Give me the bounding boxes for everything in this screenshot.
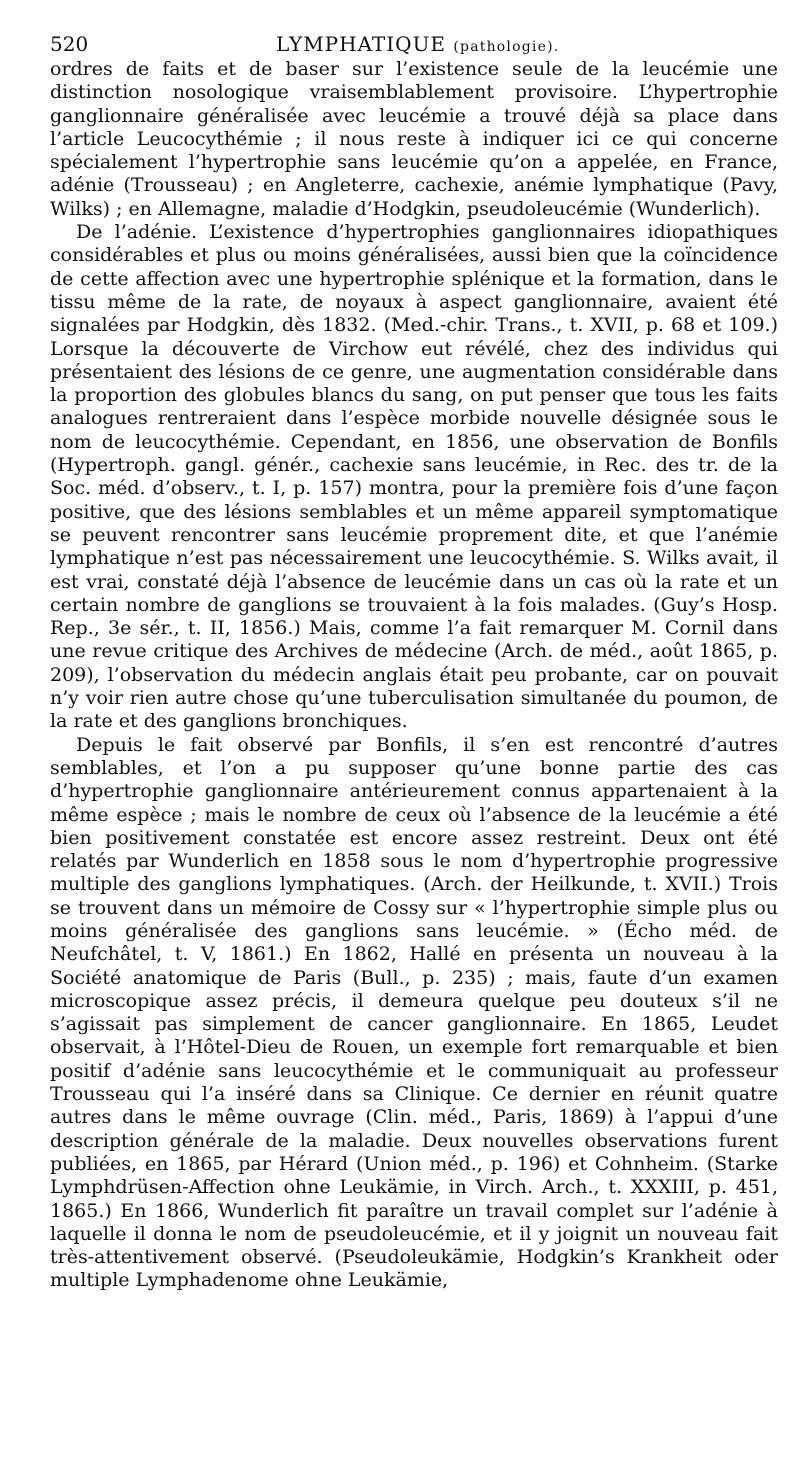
running-title (276, 30, 559, 61)
paragraph-1: ordres de faits et de baser sur l’existence seule de la leucémie une distinction nosologique vraisemblablement provisoire. L’hypertrophie ganglionnaire généralisée avec leucémie a trouvé déjà sa place dans l’article Leucocythémie ; il nous reste à indiquer ici ce qui concerne spécialement l’hypertrophie sans leucémie qu’on a appelée, en France, adénie (Trousseau) ; en Angleterre, cachexie, anémie lymphatique (Pavy, Wilks) ; en Allemagne, maladie d’Hodgkin, pseudoleucémie (Wunderlich). (50, 58, 778, 220)
body-text (50, 58, 778, 1293)
page-header (50, 30, 778, 58)
paragraph-3: Depuis le fait observé par Bonfils, il s’en est rencontré d’autres semblables, et l’on a pu supposer qu’une bonne partie des cas d’hypertrophie ganglionnaire antérieurement connus appartenaient à la même espèce ; mais le nombre de ceux où l’absence de la leucémie a été bien positivement constatée est encore assez restreint. Deux ont été relatés par Wunderlich en 1858 sous le nom d’hypertrophie progressive multiple des ganglions lymphatiques. (Arch. der Heilkunde, t. XVII.) Trois se trouvent dans un mémoire de Cossy sur « l’hypertrophie simple plus ou moins généralisée des ganglions sans leucémie. » (Écho méd. de Neufchâtel, t. V, 1861.) En 1862, Hallé en présenta un nouveau à la Société anatomique de Paris (Bull., p. 235) ; mais, faute d’un examen microscopique assez précis, il demeura quelque peu douteux s’il ne s’agissait pas simplement de cancer ganglionnaire. En 1865, Leudet observait, à l’Hôtel-Dieu de Rouen, un exemple fort remarquable et bien positif d’adénie sans leucocythémie et le communiquait au professeur Trousseau qui l’a inséré dans sa Clinique. Ce dernier en réunit quatre autres dans le même ouvrage (Clin. méd., Paris, 1869) à l’appui d’une description générale de la maladie. Deux nouvelles observations furent publiées, en 1865, par Hérard (Union méd., p. 196) et Cohnheim. (Starke Lymphdrüsen-Affection ohne Leukämie, in Virch. Arch., t. XXXIII, p. 451, 1865.) En 1866, Wunderlich fit paraître un travail complet sur l’adénie à laquelle il donna le nom de pseudoleucémie, et il y joignit un nouveau fait très-attentivement observé. (Pseudoleukämie, Hodgkin’s Krankheit oder multiple Lymphadenome ohne Leukämie, (50, 733, 778, 1292)
paragraph-2: De l’adénie. L’existence d’hypertrophies ganglionnaires idiopathiques considérables et plus ou moins généralisées, aussi bien que la coïncidence de cette affection avec une hypertrophie splénique et la formation, dans le tissu même de la rate, de noyaux à aspect ganglionnaire, avaient été signalées par Hodgkin, dès 1832. (Med.-chir. Trans., t. XVII, p. 68 et 109.) Lorsque la découverte de Virchow eut révélé, chez des individus qui présentaient des lésions de ce genre, une augmentation considérable dans la proportion des globules blancs du sang, on put penser que tous les faits analogues rentreraient dans l’espèce morbide nouvelle désignée sous le nom de leucocythémie. Cependant, en 1856, une observation de Bonfils (Hypertroph. gangl. génér., cachexie sans leucémie, in Rec. des tr. de la Soc. méd. d’observ., t. I, p. 157) montra, pour la première fois d’une façon positive, que des lésions semblables et un même appareil symptomatique se peuvent rencontrer sans leucémie proprement dite, et que l’anémie lymphatique n’est pas nécessairement une leucocythémie. S. Wilks avait, il est vrai, constaté déjà l’absence de leucémie dans un cas où la rate et un certain nombre de ganglions se trouvaient à la fois malades. (Guy’s Hosp. Rep., 3e sér., t. II, 1856.) Mais, comme l’a fait remarquer M. Cornil dans une revue critique des Archives de médecine (Arch. de méd., août 1865, p. 209), l’observation du médecin anglais était peu probante, car on pouvait n’y voir rien autre chose qu’une tuberculisation simultanée du poumon, de la rate et des ganglions bronchiques. (50, 221, 778, 733)
running-title-main: LYMPHATIQUE (276, 32, 447, 56)
page-number: 520 (50, 32, 89, 56)
running-title-sub: (pathologie). (453, 39, 560, 55)
